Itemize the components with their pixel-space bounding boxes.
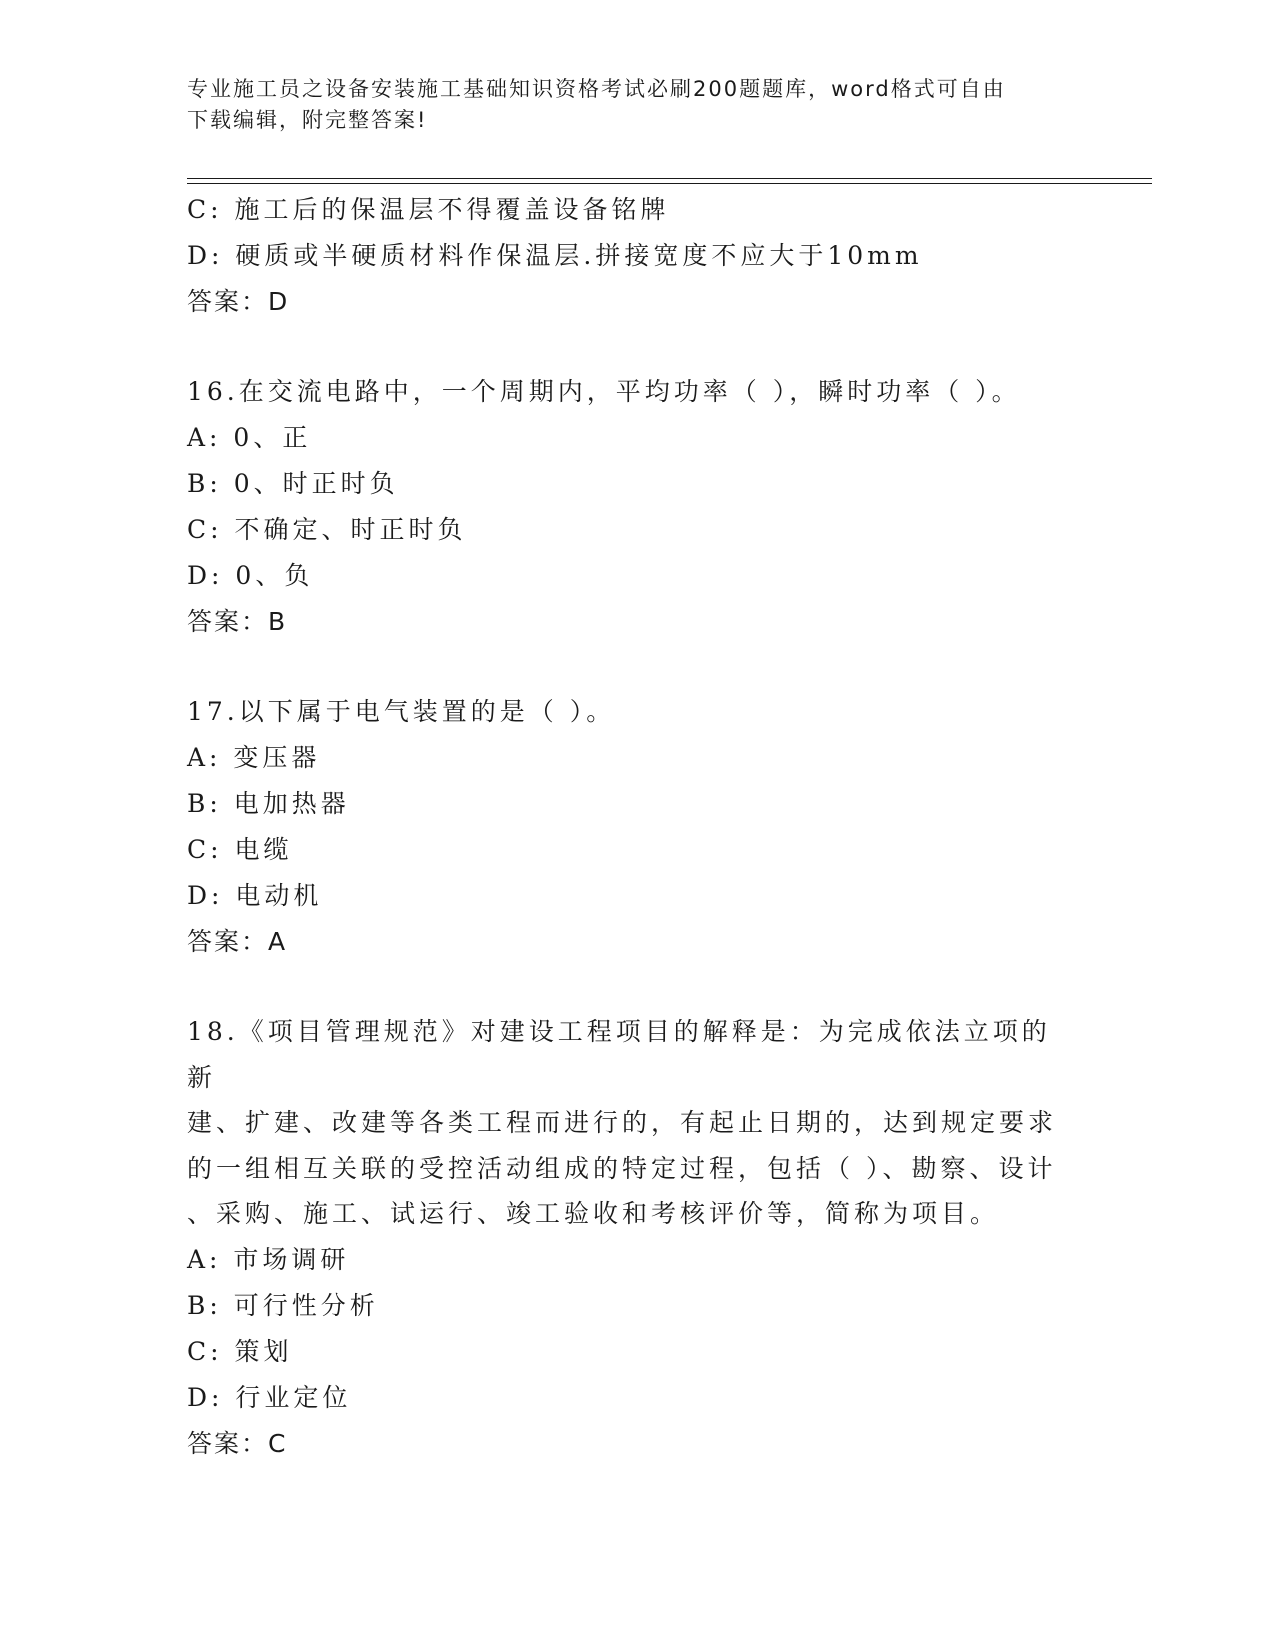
header-divider-bottom	[187, 183, 1152, 184]
question-stem-line: 建、扩建、改建等各类工程而进行的，有起止日期的，达到规定要求	[187, 1108, 1058, 1137]
question-list	[187, 187, 1077, 1467]
header-line-2: 下载编辑，附完整答案!	[187, 108, 428, 132]
answer-label: 答案：D	[187, 287, 290, 316]
question-stem-line: 的一组相互关联的受控活动组成的特定过程，包括（ ）、勘察、设计	[187, 1153, 1057, 1183]
option-b: B: 电加热器	[187, 789, 350, 818]
question-18	[187, 1009, 1077, 1467]
question-stem	[187, 1009, 1077, 1237]
header-divider-top	[187, 178, 1152, 179]
option-c: C: 电缆	[187, 835, 293, 864]
option-c: C: 不确定、时正时负	[187, 515, 467, 544]
spacer	[187, 325, 1077, 369]
option-c: C: 施工后的保温层不得覆盖设备铭牌	[187, 195, 670, 224]
question-stem-line: 18.《项目管理规范》对建设工程项目的解释是：为完成依法立项的新	[187, 1017, 1051, 1092]
option-a: A: 0、正	[187, 423, 312, 452]
answer-label: 答案：A	[187, 927, 288, 956]
option-a: A: 变压器	[187, 743, 321, 772]
option-d: D: 硬质或半硬质材料作保温层.拼接宽度不应大于10mm	[187, 241, 923, 270]
question-stem: 16.在交流电路中，一个周期内，平均功率（ ），瞬时功率（ ）。	[187, 377, 1021, 406]
option-d: D: 电动机	[187, 881, 323, 910]
question-stem: 17.以下属于电气装置的是（ ）。	[187, 697, 616, 726]
answer-label: 答案：B	[187, 607, 288, 636]
option-d: D: 行业定位	[187, 1382, 352, 1412]
question-17	[187, 689, 1077, 965]
spacer	[187, 645, 1077, 689]
question-16	[187, 369, 1077, 645]
option-d: D: 0、负	[187, 561, 314, 590]
document-header	[187, 74, 1067, 136]
question-stem-line: 、采购、施工、试运行、竣工验收和考核评价等，简称为项目。	[187, 1199, 1000, 1228]
option-b: B: 可行性分析	[187, 1290, 379, 1320]
answer-label: 答案：C	[187, 1428, 288, 1458]
option-b: B: 0、时正时负	[187, 469, 399, 498]
question-15-continuation	[187, 187, 1077, 325]
option-c: C: 策划	[187, 1336, 293, 1366]
header-line-1: 专业施工员之设备安装施工基础知识资格考试必刷200题题库，word格式可自由	[187, 77, 1006, 101]
option-a: A: 市场调研	[187, 1244, 350, 1274]
spacer	[187, 965, 1077, 1009]
